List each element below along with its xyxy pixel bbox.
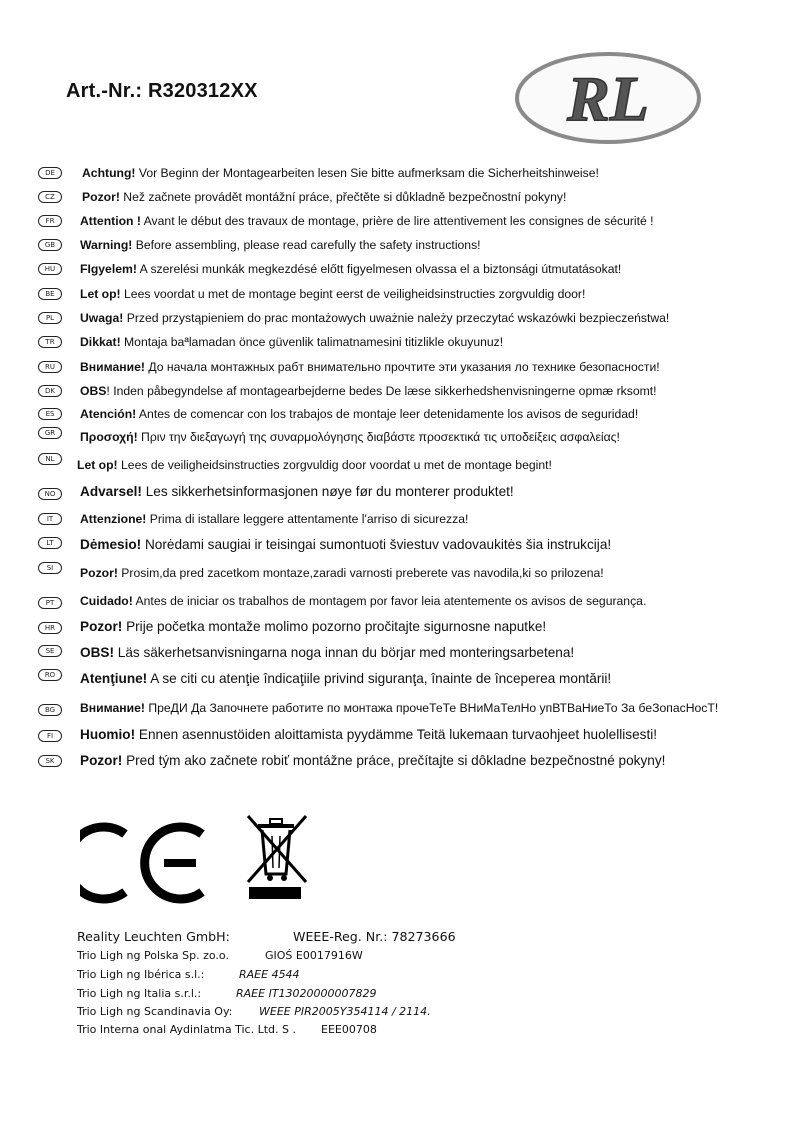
warning-text-hu: FIgyelem! A szerelési munkák megkezdésé előtt figyelmesen olvassa el a biztonsági útmutatásokat!	[80, 262, 622, 276]
ce-mark-icon	[80, 827, 202, 899]
compliance-marks	[80, 810, 320, 910]
warning-sk	[0, 751, 802, 771]
country-code-de: DE	[38, 167, 62, 179]
article-number: Art.-Nr.: R320312XX	[66, 80, 258, 102]
warning-bg	[0, 698, 802, 718]
rl-logo	[514, 50, 702, 146]
country-code-pl: PL	[38, 312, 62, 324]
country-code-tr: TR	[38, 336, 62, 348]
country-code-hr: HR	[38, 622, 62, 634]
warning-hr	[0, 617, 802, 637]
warning-text-no: Advarsel! Les sikkerhetsinformasjonen nøye før du monterer produktet!	[80, 484, 514, 499]
registration-number: EEE00708	[321, 1023, 377, 1036]
country-code-dk: DK	[38, 385, 62, 397]
warning-text-nl: Let op! Lees de veiligheidsinstructies zorgvuldig door voordat u met de montage begint!	[77, 458, 552, 472]
warning-si	[0, 563, 802, 583]
company-name: Trio Ligh ng Italia s.r.l.:	[77, 987, 202, 1000]
country-code-it: IT	[38, 513, 62, 525]
warning-fi	[0, 725, 802, 745]
warning-gb	[0, 235, 802, 255]
warning-nl	[0, 455, 802, 475]
warning-se	[0, 643, 802, 663]
warning-text-gb: Warning! Before assembling, please read carefully the safety instructions!	[80, 238, 481, 252]
company-name: Trio Ligh ng Polska Sp. zo.o.	[77, 949, 229, 962]
warning-fr	[0, 211, 802, 231]
country-code-no: NO	[38, 488, 62, 500]
warning-tr	[0, 332, 802, 352]
registration-number: RAEE 4544	[239, 968, 300, 981]
country-code-lt: LT	[38, 537, 62, 549]
warning-de	[0, 163, 802, 183]
country-code-fr: FR	[38, 215, 62, 227]
warning-pl	[0, 308, 802, 328]
warning-ru	[0, 357, 802, 377]
warning-text-si: Pozor! Prosim,da pred zacetkom montaze,zaradi varnosti preberete vas navodila,ki so prilozena!	[80, 566, 604, 580]
warning-pt	[0, 591, 802, 611]
country-code-sk: SK	[38, 755, 62, 767]
warning-dk	[0, 381, 802, 401]
warning-text-cz: Pozor! Než začnete provádět montážní práce, přečtěte si důkladně bezpečnostní pokyny!	[82, 190, 567, 204]
warning-text-tr: Dikkat! Montaja baªlamadan önce güvenlik talimatnamesini titizlikle okuyunuz!	[80, 335, 504, 349]
country-code-hu: HU	[38, 263, 62, 275]
country-code-gb: GB	[38, 239, 62, 251]
crossed-bin-icon	[248, 816, 306, 899]
registration-number: WEEE-Reg. Nr.: 78273666	[293, 929, 456, 944]
warning-ro	[0, 669, 802, 689]
warning-it	[0, 509, 802, 529]
warning-text-sk: Pozor! Pred tým ako začnete robiť montážne práce, prečítajte si dôkladne bezpečnostné pokyny!	[80, 753, 666, 768]
country-code-be: BE	[38, 288, 62, 300]
company-name: Trio Interna onal Aydinlatma Tic. Ltd. S .	[77, 1023, 296, 1036]
warning-text-gr: Προσοχή! Πριν την διεξαγωγή της συναρμολόγησης διαβάστε προσεκτικά τις υποδείξεις ασφαλείας!	[80, 430, 620, 444]
warning-text-ru: Внимание! До начала монтажных рабт внимательно прочтите эти указания ло технике безопасности!	[80, 360, 660, 374]
country-code-fi: FI	[38, 730, 62, 742]
country-code-cz: CZ	[38, 191, 62, 203]
country-code-se: SE	[38, 645, 62, 657]
country-code-ru: RU	[38, 361, 62, 373]
country-code-nl: NL	[38, 453, 62, 465]
warning-text-hr: Pozor! Prije početka montaže molimo pozorno pročitajte sigurnosne naputke!	[80, 619, 547, 634]
warning-gr	[0, 427, 802, 447]
registration-number: GIOŚ E0017916W	[265, 949, 363, 962]
warning-es	[0, 404, 802, 424]
warning-text-be: Let op! Lees voordat u met de montage begint eerst de veiligheidsinstructies zorgvuldig door!	[80, 287, 586, 301]
country-code-gr: GR	[38, 427, 62, 439]
warning-text-pt: Cuidado! Antes de iniciar os trabalhos de montagem por favor leia atentemente os avisos de segurança.	[80, 594, 647, 608]
warning-text-bg: Внимание! ПреДИ Да Започнете работите по монтажа прочеТеТе ВНиМаТелНо упВТВаНиеТо За беЗопасНосТ!	[80, 701, 719, 715]
registration-number: RAEE IT13020000007829	[236, 987, 377, 1000]
company-name: Reality Leuchten GmbH:	[77, 929, 230, 944]
warning-no	[0, 482, 802, 502]
warning-text-es: Atención! Antes de comencar con los trabajos de montaje leer detenidamente los avisos de seguridad!	[80, 407, 639, 421]
country-code-bg: BG	[38, 704, 62, 716]
warning-text-ro: Atenţiune! A se citi cu atenţie îndicaţiile privind siguranţa, înainte de începerea montării!	[80, 671, 612, 686]
registration-number: WEEE PIR2005Y354114 / 2114.	[259, 1005, 431, 1018]
country-code-si: SI	[38, 562, 62, 574]
country-code-es: ES	[38, 408, 62, 420]
warning-text-se: OBS! Läs säkerhetsanvisningarna noga innan du börjar med monteringsarbetena!	[80, 645, 575, 660]
warning-text-pl: Uwaga! Przed przystąpieniem do prac montażowych uważnie należy przeczytać wskazówki bezpieczeństwa!	[80, 311, 670, 325]
warning-text-dk: OBS! Inden påbegyndelse af montagearbejderne bedes De læse sikkerhedshenvisningerne opmæ rksomt!	[80, 384, 657, 398]
country-code-pt: PT	[38, 597, 62, 609]
warning-text-fr: Attention ! Avant le début des travaux de montage, prière de lire attentivement les consignes de sécurité !	[80, 214, 654, 228]
country-code-ro: RO	[38, 669, 62, 681]
warning-lt	[0, 535, 802, 555]
warning-text-fi: Huomio! Ennen asennustöiden aloittamista pyydämme Teitä lukemaan turvaohjeet huolellisesti!	[80, 727, 658, 742]
company-name: Trio Ligh ng Scandinavia Oy:	[77, 1005, 233, 1018]
warning-cz	[0, 187, 802, 207]
company-name: Trio Ligh ng Ibérica s.l.:	[77, 968, 205, 981]
warning-text-de: Achtung! Vor Beginn der Montagearbeiten lesen Sie bitte aufmerksam die Sicherheitshinweise!	[82, 166, 599, 180]
warning-text-it: Attenzione! Prima di istallare leggere attentamente l'arriso di sicurezza!	[80, 512, 469, 526]
warning-hu	[0, 259, 802, 279]
logo-text: RL	[567, 63, 649, 134]
warning-be	[0, 284, 802, 304]
warning-text-lt: Dėmesio! Norėdami saugiai ir teisingai sumontuoti šviestuv vadovaukitės šia instrukcija!	[80, 537, 612, 552]
